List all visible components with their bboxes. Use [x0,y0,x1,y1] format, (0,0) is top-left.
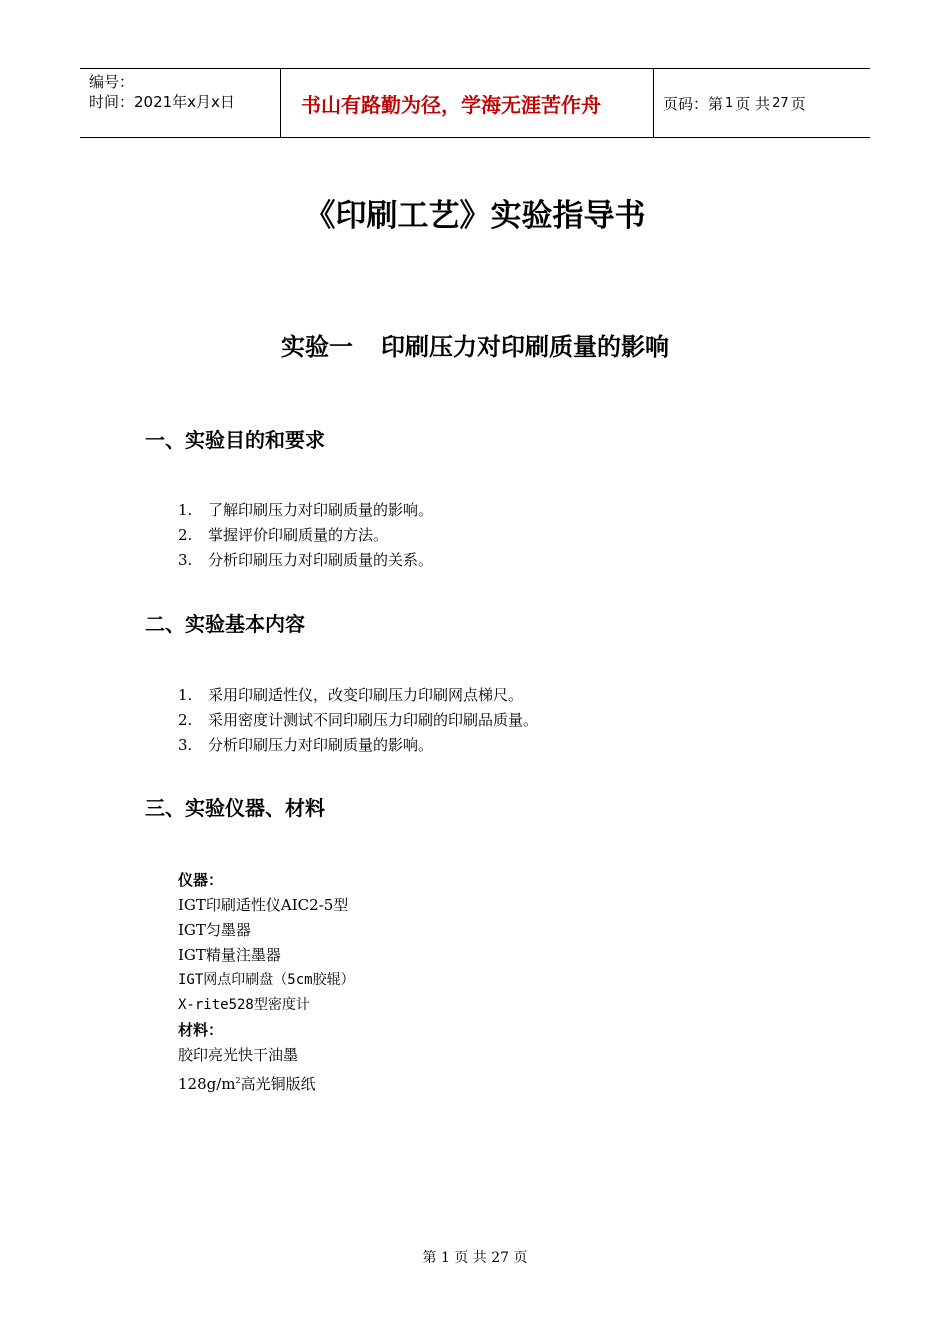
experiment-title [0,327,950,362]
page-number: 1 [725,95,734,111]
page-suffix: 页 [790,94,806,113]
list-item: 3. 分析印刷压力对印刷质量的关系。 [178,551,434,569]
content-list [178,683,538,758]
section-heading-content: 二、实验基本内容 [145,612,305,636]
objectives-list [178,498,433,573]
equipment-block [178,868,355,1093]
section-heading-objectives: 一、实验目的和要求 [145,428,325,452]
section-heading-equipment: 三、实验仪器、材料 [145,796,325,820]
header-meta-cell [80,69,281,137]
instrument-item: IGT精量注墨器 [178,946,281,964]
page-header [80,68,870,138]
number-label: 编号： [89,73,135,91]
header-page-cell [654,69,870,137]
instrument-item: X-rite528型密度计 [178,997,310,1013]
material-item-paper: $128g/m^2$高光铜版纸 [178,1075,316,1093]
motto-text: 书山有路勤为径，学海无涯苦作舟 [301,92,601,117]
list-item: 2. 掌握评价印刷质量的方法。 [178,526,389,544]
instrument-item: IGT印刷适性仪AIC2-5型 [178,896,349,914]
page-mid: 页 共 [735,94,771,113]
document-title: 《印刷工艺》实验指导书 [304,198,646,234]
list-item: 3. 分析印刷压力对印刷质量的影响。 [178,736,434,754]
page-total: 27 [772,95,789,111]
instrument-item: IGT匀墨器 [178,921,251,939]
time-label: 时间：2021年x月x日 [89,93,235,111]
page-prefix: 页码：第 [663,94,724,113]
instrument-item: IGT网点印刷盘（5cm胶辊） [178,972,355,988]
materials-label: 材料： [178,1021,224,1039]
experiment-label: 实验一 [281,333,353,361]
material-item: 胶印亮光快干油墨 [178,1046,299,1064]
list-item: 2. 采用密度计测试不同印刷压力印刷的印刷品质量。 [178,711,539,729]
instruments-label: 仪器： [178,871,224,889]
page-footer: 第 1 页 共 27 页 [422,1250,528,1266]
list-item: 1. 了解印刷压力对印刷质量的影响。 [178,501,434,519]
list-item: 1. 采用印刷适性仪，改变印刷压力印刷网点梯尺。 [178,686,524,704]
header-motto-cell [281,69,654,137]
experiment-name: 印刷压力对印刷质量的影响 [381,333,669,361]
